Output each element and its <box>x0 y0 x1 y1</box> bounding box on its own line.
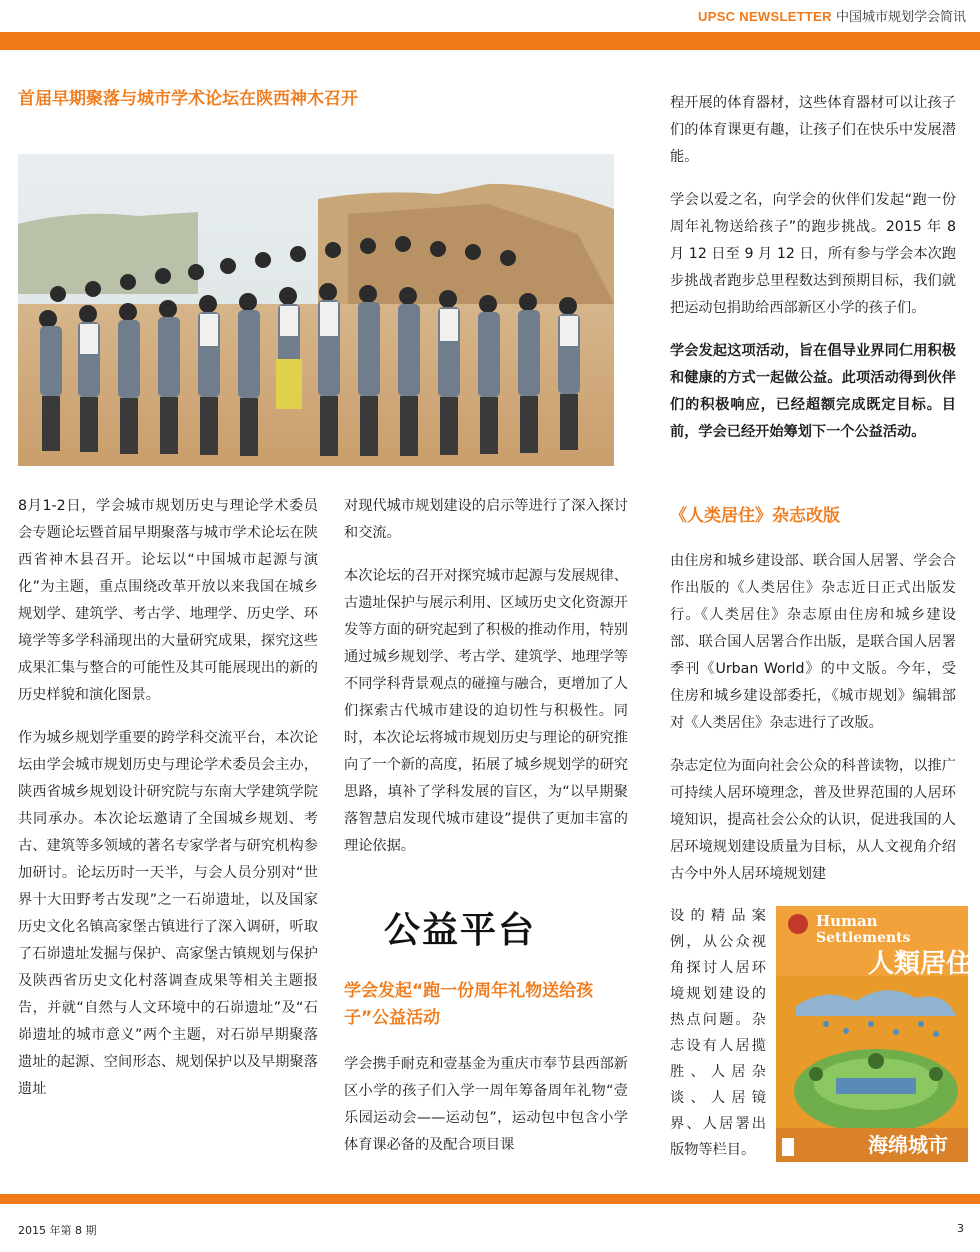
article1-column-1 <box>18 493 318 1119</box>
header-bar <box>0 32 980 50</box>
article1-paragraph-4: 本次论坛的召开对探究城市起源与发展规律、古遗址保护与展示利用、区域历史文化资源开发等方面的研究起到了积极的推动作用，特别通过城乡规划学、考古学、建筑学、地理学等不同学科背景观点的碰撞与融合，更增加了人们探索古代城市建设的迫切性与积极性。同时，本次论坛将城市规划历史与理论的研究推向了一个新的高度，拓展了城乡规划学的研究思路，填补了学科发展的盲区，为“以早期聚落智慧启发现代城市建设”提供了更加丰富的理论依据。 <box>344 568 628 854</box>
article2-title: 学会发起“跑一份周年礼物送给孩子”公益活动 <box>344 981 594 1028</box>
section-title: 公益平台 <box>384 909 537 951</box>
article2-paragraph-2: 程开展的体育器材，这些体育器材可以让孩子们的体育课更有趣，让孩子们在快乐中发展潜能。 <box>670 95 956 165</box>
article3-column <box>670 548 956 904</box>
article2-column-3 <box>670 90 956 462</box>
page-number: 3 <box>957 1222 964 1235</box>
article2-paragraph-1: 学会携手耐克和壹基金为重庆市奉节县西部新区小学的孩子们入学一周年筹备周年礼物“壹乐园运动会——运动包”，运动包中包含小学体育课必备的及配合项目课 <box>344 1056 628 1153</box>
article1-title: 首届早期聚落与城市学术论坛在陕西神木召开 <box>18 89 358 109</box>
article2-paragraph-4: 学会发起这项活动，旨在倡导业界同仁用积极和健康的方式一起做公益。此项活动得到伙伴们的积极响应，已经超额完成既定目标。目前，学会已经开始筹划下一个公益活动。 <box>670 343 956 440</box>
magazine-cover-icon <box>776 906 968 1162</box>
magazine-title-cn: 人類居住 <box>868 949 968 979</box>
newsletter-name-en: UPSC NEWSLETTER <box>698 9 832 24</box>
article3-paragraph-2: 杂志定位为面向社会公众的科普读物，以推广可持续人居环境理念，普及世界范围的人居环境知识，提高社会公众的认识，促进我国的人居环境规划建设质量为目标，从人文视角介绍古今中外人居环境规划建 <box>670 758 956 882</box>
footer-bar <box>0 1194 980 1204</box>
article1-column-2 <box>344 493 628 876</box>
article2-paragraph-3: 学会以爱之名，向学会的伙伴们发起“跑一份周年礼物送给孩子”的跑步挑战。2015 年 8 月 12 日至 9 月 12 日，所有参与学会本次跑步挑战者跑步总里程数达到预期目标，我们就把运动包捐助给西部新区小学的孩子们。 <box>670 192 956 316</box>
article1-paragraph-3: 对现代城市规划建设的启示等进行了深入探讨和交流。 <box>344 498 628 541</box>
group-photo-icon <box>18 154 614 466</box>
article3-wrap-column <box>670 903 766 1163</box>
article1-paragraph-1: 8月1-2日，学会城市规划历史与理论学术委员会专题论坛暨首届早期聚落与城市学术论坛在陕西省神木县召开。论坛以“中国城市起源与演化”为主题，重点围绕改革开放以来我国在城乡规划学、建筑学、考古学、地理学、历史学、环境学等多学科涌现出的大量研究成果，探究这些成果汇集与整合的可能性及其可能展现出的新的历史样貌和演化图景。 <box>18 498 318 703</box>
magazine-title-en-1: Human <box>816 912 878 930</box>
issue-label: 2015 年第 8 期 <box>18 1224 97 1237</box>
article2-column-2 <box>344 1051 628 1175</box>
article1-paragraph-2: 作为城乡规划学重要的跨学科交流平台，本次论坛由学会城市规划历史与理论学术委员会主办，陕西省城乡规划设计研究院与东南大学建筑学院共同承办。本次论坛邀请了全国城乡规划、考古、建筑等多领域的著名专家学者与研究机构参加研讨。论坛历时一天半，与会人员分别对“世界十大田野考古发现”之一石峁遗址，以及国家历史文化名镇高家堡古镇进行了深入调研，听取了石峁遗址发掘与保护、高家堡古镇规划与保护及陕西省历史文化村落调查成果等相关主题报告，并就“自然与人文环境中的石峁遗址”及“石峁遗址的城市意义”两个主题，对石峁早期聚落遗址的起源、空间形态、规划保护以及早期聚落遗址 <box>18 730 318 1097</box>
article3-paragraph-3: 设的精品案例，从公众视角探讨人居环境规划建设的热点问题。杂志设有人居揽胜、人居杂谈、人居镜界、人居署出版物等栏目。 <box>670 908 766 1158</box>
group-photo <box>18 154 614 466</box>
magazine-headline: 海绵城市 <box>868 1133 948 1157</box>
article3-paragraph-1: 由住房和城乡建设部、联合国人居署、学会合作出版的《人类居住》杂志近日正式出版发行。《人类居住》杂志原由住房和城乡建设部、联合国人居署合作出版，是联合国人居署季刊《Urban World》的中文版。今年，受住房和城乡建设部委托，《城市规划》编辑部对《人类居住》杂志进行了改版。 <box>670 553 956 731</box>
magazine-title-en-2: Settlements <box>816 930 911 946</box>
magazine-cover <box>776 906 968 1162</box>
newsletter-header <box>698 6 966 25</box>
newsletter-name-cn: 中国城市规划学会简讯 <box>835 10 966 25</box>
article3-title: 《人类居住》杂志改版 <box>670 506 840 526</box>
